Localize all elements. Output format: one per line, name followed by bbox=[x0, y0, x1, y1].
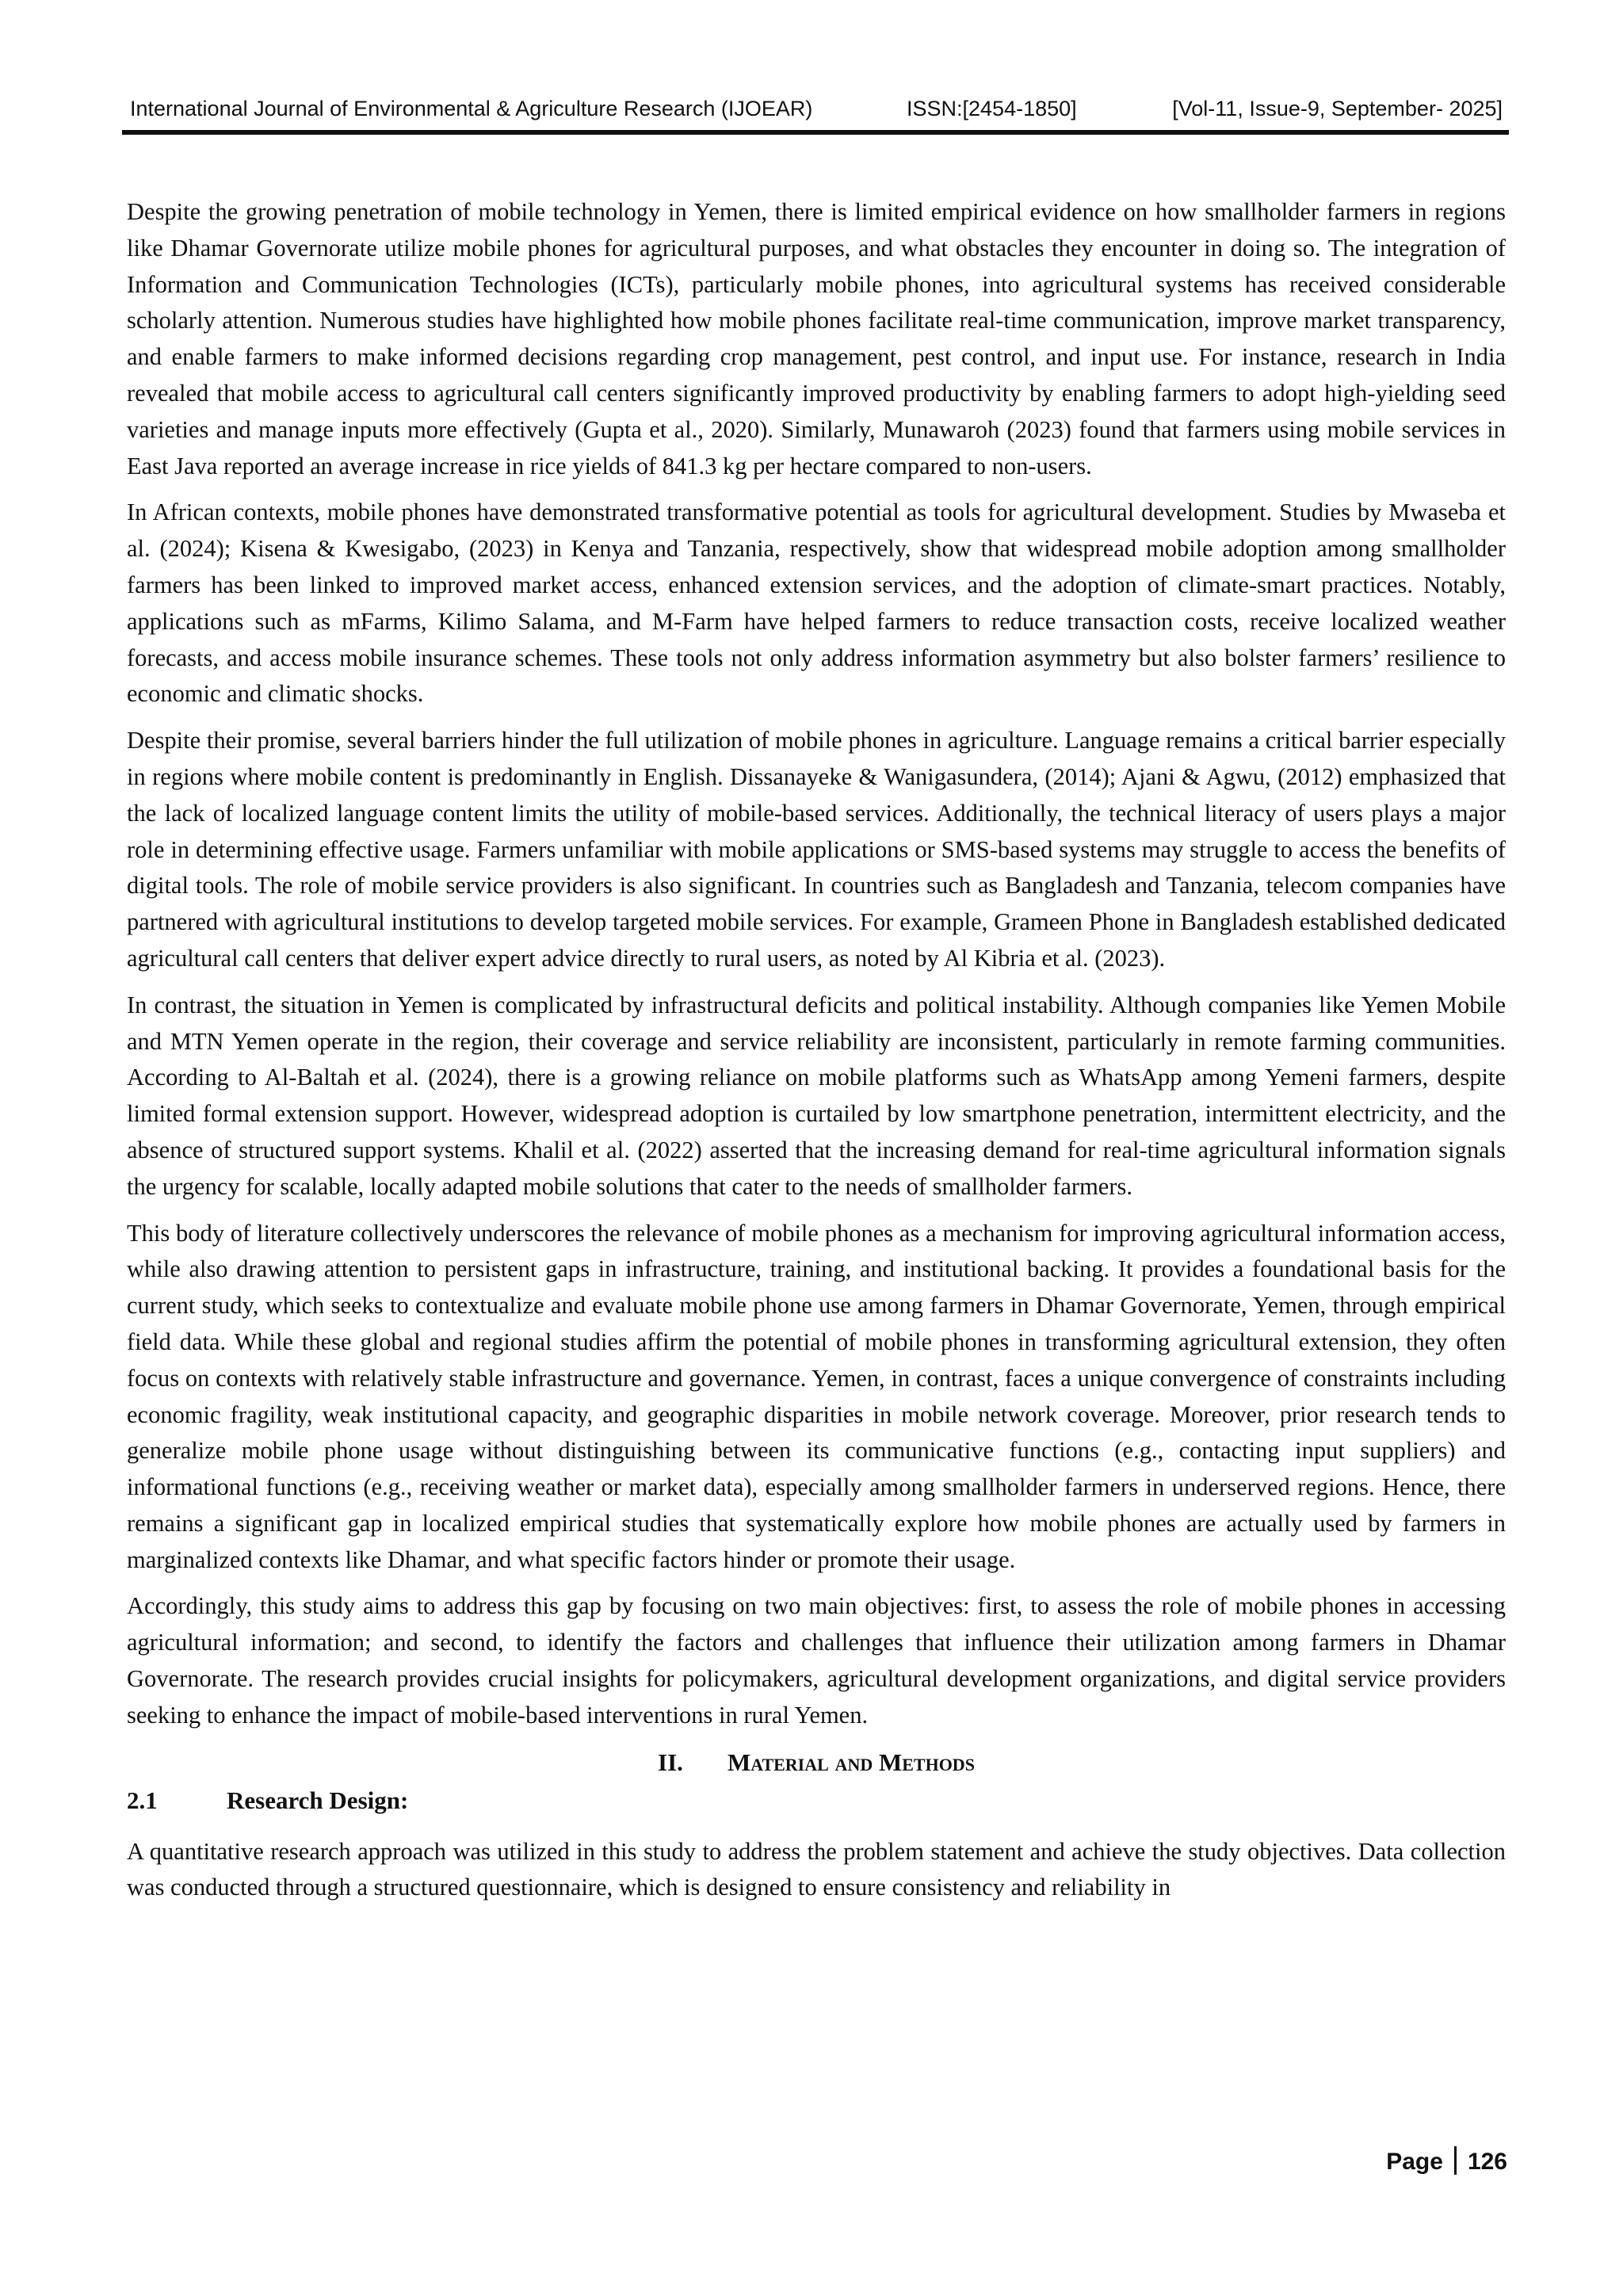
paragraph: In African contexts, mobile phones have demonstrated transformative potential as tools for agricultural development. Studies by Mwaseba et al. (2024); Kisena & Kwesigabo, (2023) in Kenya and Tanzania, respectively, show that widespread mobile adoption among smallholder farmers has been linked to improved market access, enhanced extension services, and the adoption of climate-smart practices. Notably, applications such as mFarms, Kilimo Salama, and M-Farm have helped farmers to reduce transaction costs, receive localized weather forecasts, and access mobile insurance schemes. These tools not only address information asymmetry but also bolster farmers’ resilience to economic and climatic shocks. bbox=[127, 499, 1506, 708]
paragraph: In contrast, the situation in Yemen is complicated by infrastructural deficits and political instability. Although companies like Yemen Mobile and MTN Yemen operate in the region, their coverage and service reliability are inconsistent, particularly in remote farming communities. According to Al-Baltah et al. (2024), there is a growing reliance on mobile platforms such as WhatsApp among Yemeni farmers, despite limited formal extension support. However, widespread adoption is curtailed by low smartphone penetration, intermittent electricity, and the absence of structured support systems. Khalil et al. (2022) asserted that the increasing demand for real-time agricultural information signals the urgency for scalable, locally adapted mobile solutions that cater to the needs of smallholder farmers. bbox=[127, 991, 1506, 1200]
volume-issue: [Vol-11, Issue-9, September- 2025] bbox=[1172, 97, 1503, 120]
paragraph: This body of literature collectively underscores the relevance of mobile phones as a mechanism for improving agricultural information access, while also drawing attention to persistent gaps in infrastructure, training, and institutional backing. It provides a foundational basis for the current study, which seeks to contextualize and evaluate mobile phone use among farmers in Dhamar Governorate, Yemen, through empirical field data. While these global and regional studies affirm the potential of mobile phones in transforming agricultural extension, they often focus on contexts with relatively stable infrastructure and governance. Yemen, in contrast, faces a unique convergence of constraints including economic fragility, weak institutional capacity, and geographic disparities in mobile network coverage. Moreover, prior research tends to generalize mobile phone usage without distinguishing between its communicative functions (e.g., contacting input suppliers) and informational functions (e.g., receiving weather or market data), especially among smallholder farmers in underserved regions. Hence, there remains a significant gap in localized empirical studies that systematically explore how mobile phones are actually used by farmers in marginalized contexts like Dhamar, and what specific factors hinder or promote their usage. bbox=[127, 1219, 1506, 1573]
footer-divider bbox=[1454, 2146, 1457, 2175]
paragraph: Despite the growing penetration of mobile technology in Yemen, there is limited empirical evidence on how smallholder farmers in regions like Dhamar Governorate utilize mobile phones for agricultural purposes, and what obstacles they encounter in doing so. The integration of Information and Communication Technologies (ICTs), particularly mobile phones, into agricultural systems has received considerable scholarly attention. Numerous studies have highlighted how mobile phones facilitate real-time communication, improve market transparency, and enable farmers to make informed decisions regarding crop management, pest control, and input use. For instance, research in India revealed that mobile access to agricultural call centers significantly improved productivity by enabling farmers to adopt high-yielding seed varieties and manage inputs more effectively (Gupta et al., 2020). Similarly, Munawaroh (2023) found that farmers using mobile services in East Java reported an average increase in rice yields of 841.3 kg per hectare compared to non-users. bbox=[127, 198, 1506, 479]
journal-name: International Journal of Environmental & Agriculture Research (IJOEAR) bbox=[130, 97, 813, 120]
paragraph: A quantitative research approach was utilized in this study to address the problem statement and achieve the study objectives. Data collection was conducted through a structured questionnaire, which is designed to ensure consistency and reliability in bbox=[127, 1837, 1506, 1901]
paragraph: Despite their promise, several barriers hinder the full utilization of mobile phones in agriculture. Language remains a critical barrier especially in regions where mobile content is predominantly in English. Dissanayeke & Wanigasundera, (2014); Ajani & Agwu, (2012) emphasized that the lack of localized language content limits the utility of mobile-based services. Additionally, the technical literacy of users plays a major role in determining effective usage. Farmers unfamiliar with mobile applications or SMS-based systems may struggle to access the benefits of digital tools. The role of mobile service providers is also significant. In countries such as Bangladesh and Tanzania, telecom companies have partnered with agricultural institutions to develop targeted mobile services. For example, Grameen Phone in Bangladesh established dedicated agricultural call centers that deliver expert advice directly to rural users, as noted by Al Kibria et al. (2023). bbox=[127, 727, 1506, 972]
page-footer bbox=[1386, 2146, 1507, 2176]
article-body bbox=[127, 194, 1506, 1916]
subsection-heading bbox=[127, 1783, 1506, 1818]
section-title: Material and Methods bbox=[727, 1748, 975, 1776]
subsection-title: Research Design: bbox=[227, 1786, 409, 1814]
page-label: Page bbox=[1386, 2149, 1443, 2175]
subsection-number: 2.1 bbox=[127, 1786, 158, 1814]
page-number: 126 bbox=[1467, 2149, 1507, 2175]
running-header bbox=[122, 94, 1509, 135]
section-number: II. bbox=[658, 1748, 683, 1776]
paragraph: Accordingly, this study aims to address this gap by focusing on two main objectives: first, to assess the role of mobile phones in accessing agricultural information; and second, to identify the factors and challenges that influence their utilization among farmers in Dhamar Governorate. The research provides crucial insights for policymakers, agricultural development organizations, and digital service providers seeking to enhance the impact of mobile-based interventions in rural Yemen. bbox=[127, 1592, 1506, 1729]
section-heading bbox=[127, 1745, 1506, 1780]
issn: ISSN:[2454-1850] bbox=[907, 97, 1077, 120]
